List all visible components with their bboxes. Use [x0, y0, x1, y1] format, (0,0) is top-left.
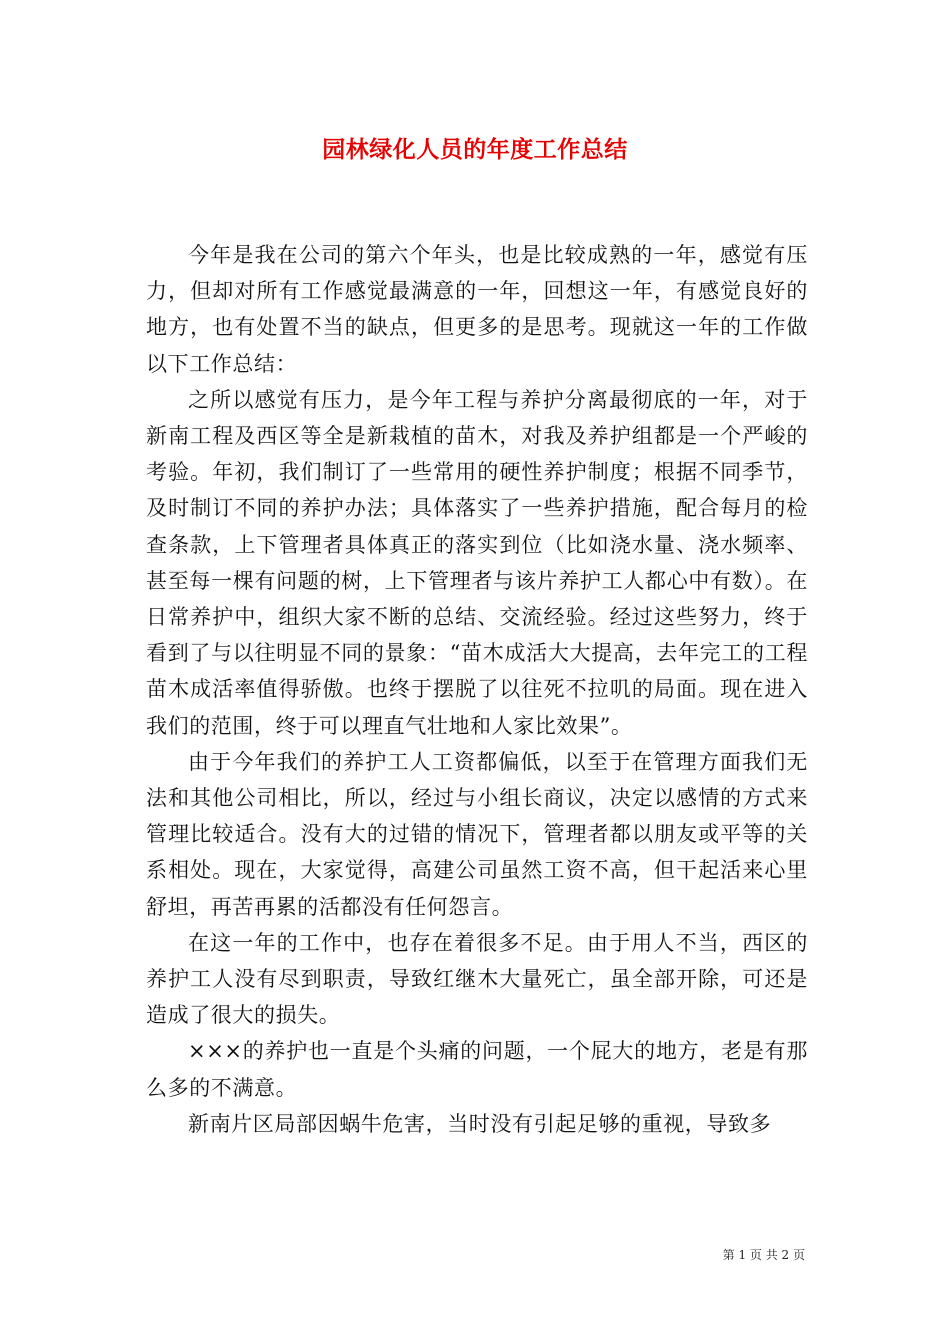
- paragraph-5: ×××的养护也一直是个头痛的问题，一个屁大的地方，老是有那么多的不满意。: [146, 1039, 808, 1100]
- document-title: 园林绿化人员的年度工作总结: [322, 136, 628, 163]
- paragraph-4: 在这一年的工作中，也存在着很多不足。由于用人不当，西区的养护工人没有尽到职责，导致红继木大量死亡，虽全部开除，可还是造成了很大的损失。: [146, 930, 808, 1028]
- paragraph-6: 新南片区局部因蜗牛危害，当时没有引起足够的重视，导致多: [188, 1111, 772, 1136]
- paragraph-2: 之所以感觉有压力，是今年工程与养护分离最彻底的一年，对于新南工程及西区等全是新栽植的苗木，对我及养护组都是一个严峻的考验。年初，我们制订了一些常用的硬性养护制度；根据不同季节，及时制订不同的养护办法；具体落实了一些养护措施，配合每月的检查条款，上下管理者具体真正的落实到位（比如浇水量、浇水频率、甚至每一棵有问题的树，上下管理者与该片养护工人都心中有数）。在日常养护中，组织大家不断的总结、交流经验。经过这些努力，终于看到了与以往明显不同的景象：“苗木成活大大提高，去年完工的工程苗木成活率值得骄傲。也终于摆脱了以往死不拉叽的局面。现在进入我们的范围，终于可以理直气壮地和人家比效果”。: [146, 387, 808, 738]
- paragraph-3: 由于今年我们的养护工人工资都偏低，以至于在管理方面我们无法和其他公司相比，所以，经过与小组长商议，决定以感情的方式来管理比较适合。没有大的过错的情况下，管理者都以朋友或平等的关系相处。现在，大家觉得，高建公司虽然工资不高，但干起活来心里舒坦，再苦再累的活都没有任何怨言。: [146, 749, 808, 919]
- paragraph-1: 今年是我在公司的第六个年头，也是比较成熟的一年，感觉有压力，但却对所有工作感觉最满意的一年，回想这一年，有感觉良好的地方，也有处置不当的缺点，但更多的是思考。现就这一年的工作做以下工作总结：: [146, 243, 808, 376]
- page-number-footer: 第 1 页 共 2 页: [722, 1248, 805, 1262]
- document-body: [146, 237, 808, 1142]
